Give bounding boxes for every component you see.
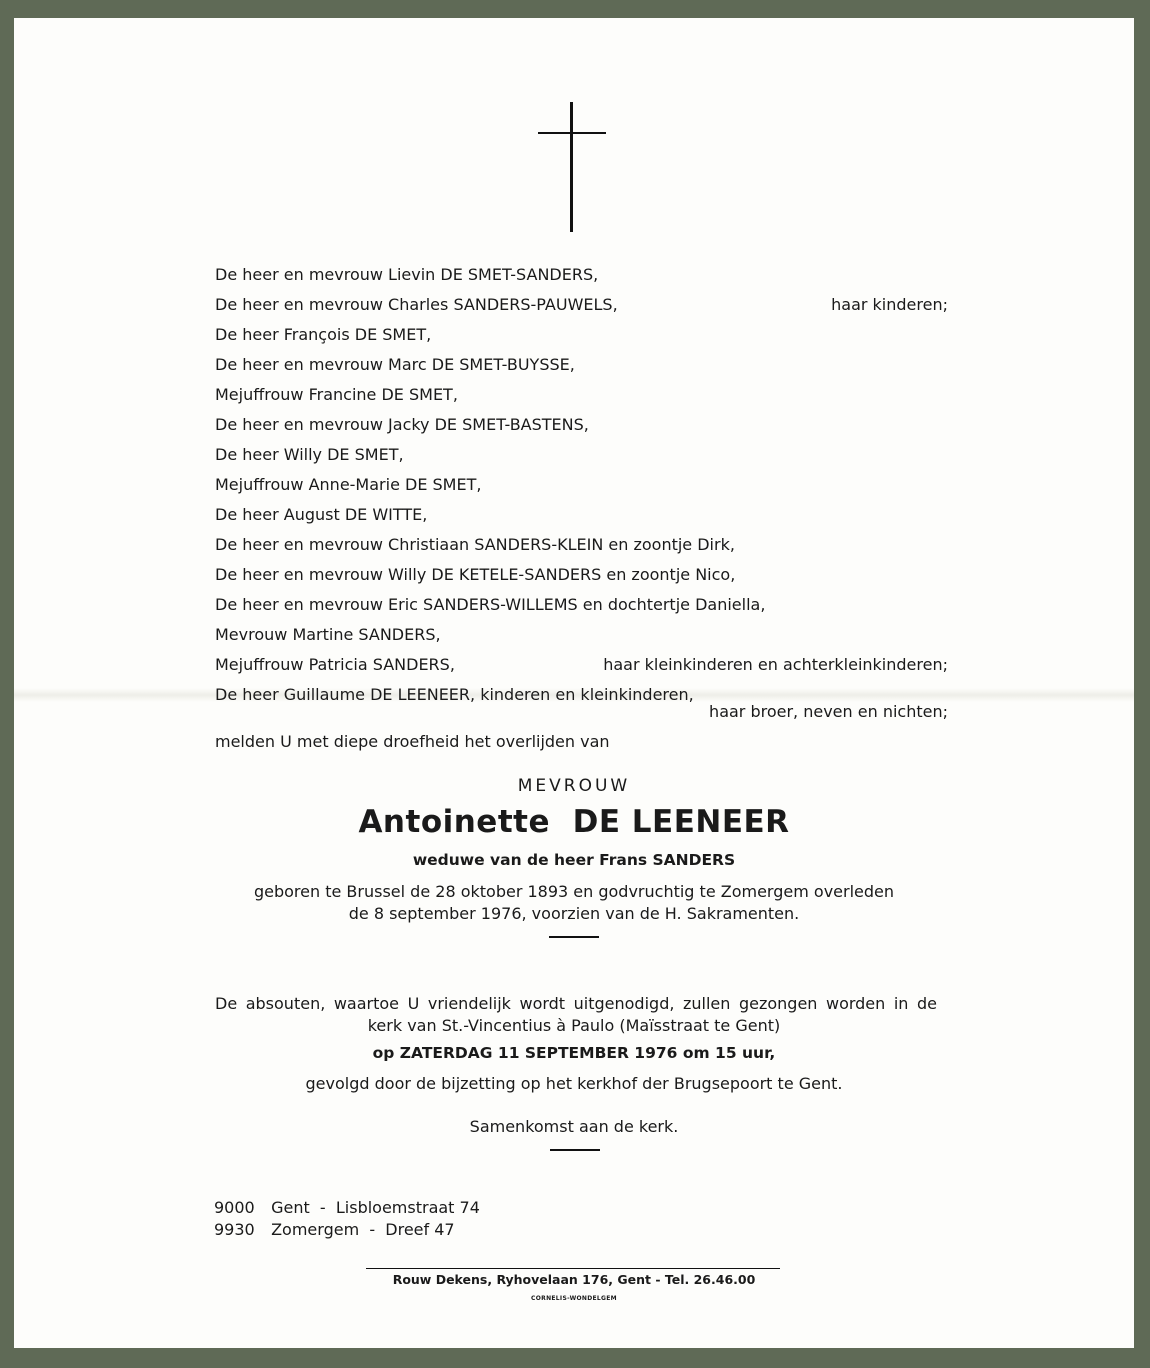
- family-line: De heer August DE WITTE,: [215, 505, 428, 524]
- widow-of: weduwe van de heer Frans SANDERS: [412, 851, 736, 869]
- address-place: Gent - Lisbloemstraat 74: [271, 1198, 480, 1217]
- family-line: De heer en mevrouw Christiaan SANDERS-KLEIN en zoontje Dirk,: [215, 535, 735, 554]
- death-line: de 8 september 1976, voorzien van de H. Sakramenten.: [348, 904, 800, 923]
- relation-children: haar kinderen;: [831, 295, 948, 314]
- family-line: De heer Guillaume DE LEENEER, kinderen en kleinkinderen,: [215, 685, 694, 704]
- address-zip: 9000: [214, 1198, 255, 1217]
- announcement: melden U met diepe droefheid het overlijden van: [215, 732, 610, 751]
- service-location: kerk van St.-Vincentius à Paulo (Maïsstraat te Gent): [367, 1016, 781, 1035]
- cross-icon: [538, 102, 606, 232]
- footer-rule: [366, 1268, 780, 1269]
- address-place: Zomergem - Dreef 47: [271, 1220, 455, 1239]
- relation-grandchildren: haar kleinkinderen en achterkleinkinderen;: [603, 655, 948, 674]
- address-zip: 9930: [214, 1220, 255, 1239]
- family-line: De heer Willy DE SMET,: [215, 445, 404, 464]
- printer-mark: CORNELIS-WONDELGEM: [531, 1295, 617, 1302]
- deceased-title: MEVROUW: [517, 776, 631, 796]
- service-date: op ZATERDAG 11 SEPTEMBER 1976 om 15 uur,: [372, 1044, 776, 1062]
- family-line: De heer en mevrouw Marc DE SMET-BUYSSE,: [215, 355, 575, 374]
- undertaker-info: Rouw Dekens, Ryhovelaan 176, Gent - Tel. 26.46.00: [392, 1272, 756, 1287]
- birth-line: geboren te Brussel de 28 oktober 1893 en godvruchtig te Zomergem overleden: [253, 882, 895, 901]
- gathering-info: Samenkomst aan de kerk.: [469, 1117, 679, 1136]
- family-line: De heer en mevrouw Charles SANDERS-PAUWELS,: [215, 295, 618, 314]
- service-invitation: De absouten, waartoe U vriendelijk wordt uitgenodigd, zullen gezongen worden in de: [215, 994, 937, 1013]
- address-line: [214, 1220, 455, 1239]
- family-line: Mevrouw Martine SANDERS,: [215, 625, 441, 644]
- family-line: De heer François DE SMET,: [215, 325, 432, 344]
- burial-info: gevolgd door de bijzetting op het kerkhof der Brugsepoort te Gent.: [305, 1074, 843, 1093]
- family-line: De heer en mevrouw Jacky DE SMET-BASTENS,: [215, 415, 589, 434]
- divider: [550, 1149, 600, 1151]
- family-line: Mejuffrouw Patricia SANDERS,: [215, 655, 455, 674]
- family-line: Mejuffrouw Francine DE SMET,: [215, 385, 458, 404]
- divider: [549, 936, 599, 938]
- family-line: De heer en mevrouw Willy DE KETELE-SANDERS en zoontje Nico,: [215, 565, 736, 584]
- relation-siblings: haar broer, neven en nichten;: [709, 702, 948, 721]
- family-line: De heer en mevrouw Lievin DE SMET-SANDERS,: [215, 265, 599, 284]
- deceased-name: Antoinette DE LEENEER: [358, 804, 790, 840]
- family-line: Mejuffrouw Anne-Marie DE SMET,: [215, 475, 482, 494]
- mourning-card: [14, 18, 1134, 1348]
- family-line: De heer en mevrouw Eric SANDERS-WILLEMS en dochtertje Daniella,: [215, 595, 766, 614]
- address-line: [214, 1198, 480, 1217]
